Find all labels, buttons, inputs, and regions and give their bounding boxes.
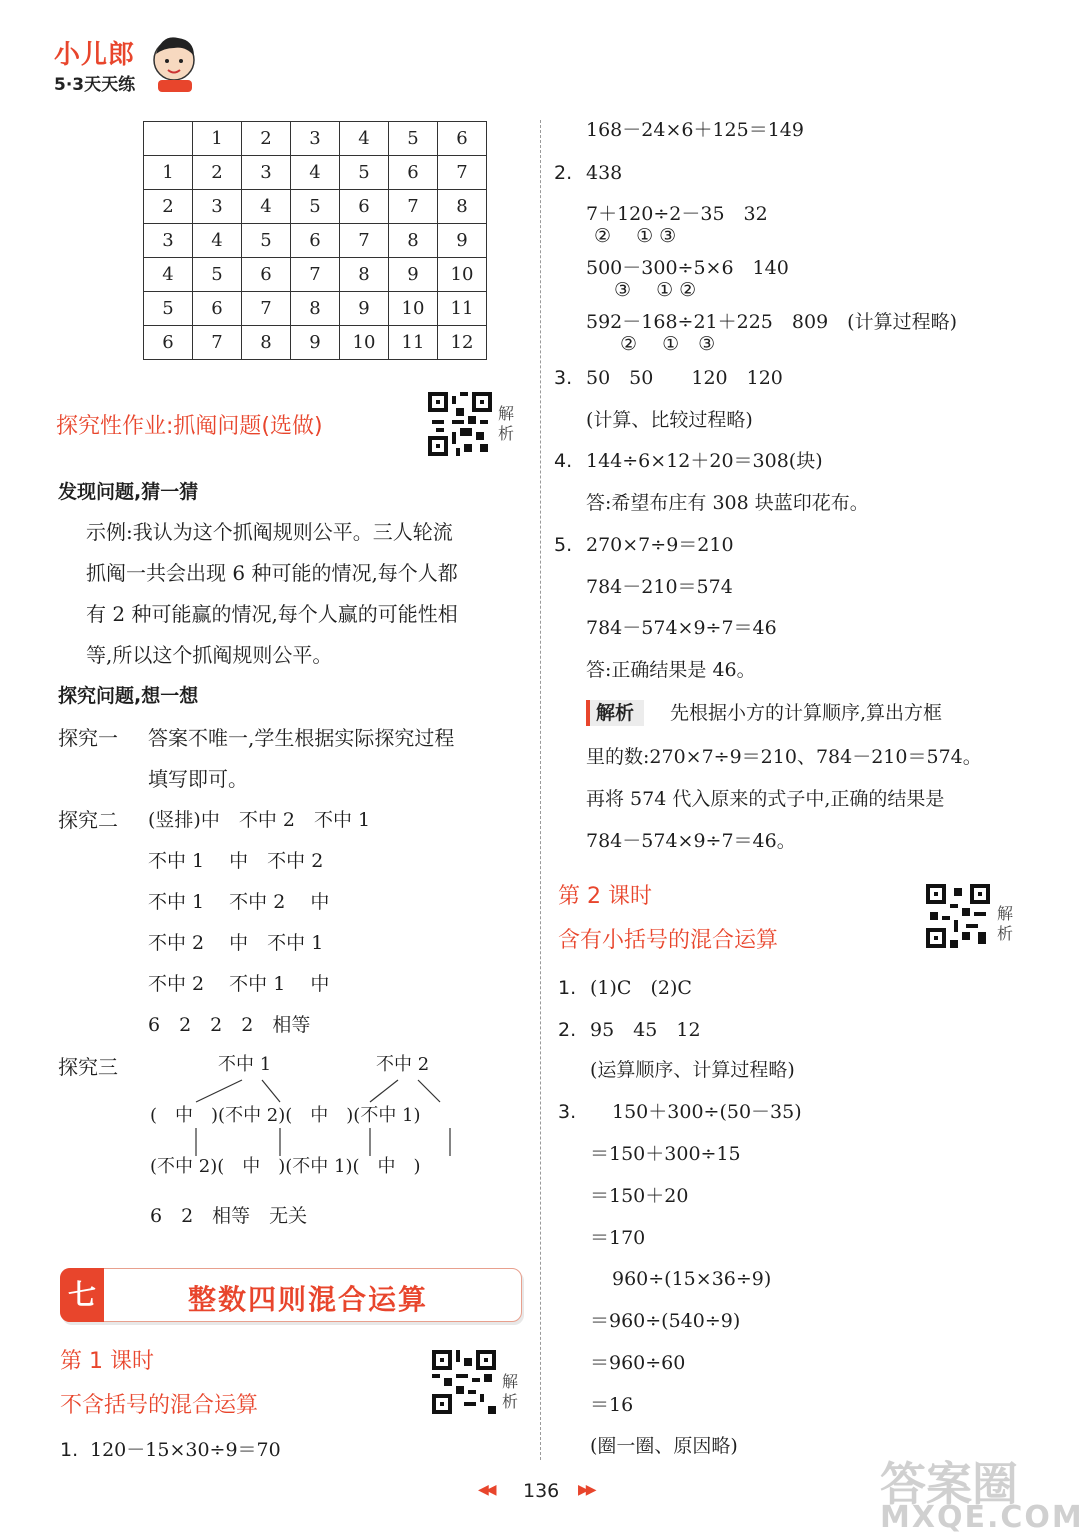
- column-divider: [540, 120, 541, 1460]
- table-cell: 7: [340, 224, 389, 258]
- qr-label: 解析: [498, 404, 515, 443]
- explore3-label: 探究三: [58, 1055, 118, 1079]
- table-cell: 4: [144, 258, 193, 292]
- question-number: 1.: [60, 1439, 79, 1461]
- table-cell: 9: [438, 224, 487, 258]
- qr-code-icon[interactable]: [926, 884, 990, 948]
- explore2-line: 不中 2 不中 1 中: [148, 973, 330, 995]
- table-cell: 5: [389, 122, 438, 156]
- table-cell: 4: [340, 122, 389, 156]
- answer-line: 7＋120÷2－35 32: [586, 203, 768, 225]
- calc-line: ＝170: [590, 1227, 646, 1249]
- calc-line: ＝960÷60: [590, 1352, 686, 1374]
- discover-line: 抓阄一共会出现 6 种可能的情况,每个人都: [86, 561, 458, 585]
- table-row: [144, 258, 487, 292]
- explore2-line: 不中 2 中 不中 1: [148, 932, 324, 954]
- answer-line: 答:希望布庄有 308 块蓝印花布。: [586, 492, 869, 514]
- table-row: [144, 292, 487, 326]
- lesson2-label: 第 2 课时: [558, 884, 652, 909]
- table-cell: 8: [242, 326, 291, 360]
- answer-line: 592－168÷21＋225 809 (计算过程略): [586, 311, 957, 333]
- lesson2-title: 含有小括号的混合运算: [558, 928, 779, 953]
- logo-title: 小儿郎: [54, 40, 136, 70]
- table-cell: 3: [291, 122, 340, 156]
- answer-line: 120－15×30÷9＝70: [90, 1439, 281, 1461]
- explore-heading: 探究问题,想一想: [58, 685, 199, 707]
- answer-line: 500－300÷5×6 140: [586, 257, 789, 279]
- answer-line: 50 50 120 120: [586, 367, 783, 389]
- answer-line: 784－210＝574: [586, 576, 733, 598]
- explore1-label: 探究一: [58, 726, 118, 750]
- table-cell: 10: [438, 258, 487, 292]
- question-number: 2.: [558, 1019, 577, 1041]
- table-header-row: [144, 122, 487, 156]
- table-cell: 4: [242, 190, 291, 224]
- table-cell: 8: [291, 292, 340, 326]
- table-cell: 9: [340, 292, 389, 326]
- tree-row-2: (不中 2)( 中 )(不中 1)( 中 ): [150, 1156, 421, 1177]
- chapter-title: 整数四则混合运算: [188, 1283, 429, 1316]
- qr-code-icon[interactable]: [432, 1350, 496, 1414]
- calc-line: ＝150＋300÷15: [590, 1143, 741, 1165]
- table-cell: 6: [438, 122, 487, 156]
- analysis-tag: 解析: [586, 700, 644, 726]
- analysis-line: 再将 574 代入原来的式子中,正确的结果是: [586, 788, 945, 810]
- answer-line: 784－574×9÷7＝46: [586, 617, 777, 639]
- table-cell: 6: [340, 190, 389, 224]
- explore2-line: 不中 1 中 不中 2: [148, 850, 324, 872]
- table-cell: 7: [389, 190, 438, 224]
- answer-line: 95 45 12: [590, 1019, 701, 1041]
- calc-line: ＝960÷(540÷9): [590, 1310, 741, 1332]
- table-cell: 3: [193, 190, 242, 224]
- table-cell: 7: [291, 258, 340, 292]
- table-cell: 6: [389, 156, 438, 190]
- table-cell: 2: [144, 190, 193, 224]
- question-number: 3.: [558, 1101, 577, 1123]
- tree-root-left: 不中 1: [218, 1054, 272, 1075]
- calc-line: ＝16: [590, 1394, 634, 1416]
- analysis-line: 784－574×9÷7＝46。: [586, 830, 796, 852]
- calc-line: (圈一圈、原因略): [590, 1435, 738, 1457]
- page-number: 136: [523, 1480, 560, 1502]
- table-row: [144, 156, 487, 190]
- answer-line: 144÷6×12＋20＝308(块): [586, 450, 823, 472]
- order-marks: ② ① ③: [594, 225, 677, 247]
- table-cell: 6: [242, 258, 291, 292]
- table-cell: 5: [144, 292, 193, 326]
- table-cell: 9: [389, 258, 438, 292]
- table-cell: 3: [242, 156, 291, 190]
- table-cell: 12: [438, 326, 487, 360]
- table-cell: 6: [193, 292, 242, 326]
- answer-line: 438: [586, 162, 623, 184]
- order-marks: ② ① ③: [620, 333, 716, 355]
- table-cell: 10: [389, 292, 438, 326]
- table-cell: [144, 122, 193, 156]
- answer-line: (计算、比较过程略): [586, 409, 753, 431]
- answer-line: 168－24×6＋125＝149: [586, 119, 804, 141]
- discover-heading: 发现问题,猜一猜: [58, 481, 199, 503]
- table-cell: 2: [242, 122, 291, 156]
- explore2-line: 不中 1 不中 2 中: [148, 891, 330, 913]
- calc-line: ＝150＋20: [590, 1185, 689, 1207]
- table-cell: 3: [144, 224, 193, 258]
- explore1-line: 填写即可。: [148, 767, 248, 791]
- qr-label: 解析: [502, 1372, 519, 1411]
- calc-line: 960÷(15×36÷9): [612, 1268, 772, 1290]
- table-cell: 7: [242, 292, 291, 326]
- table-cell: 2: [193, 156, 242, 190]
- question-number: 2.: [554, 162, 573, 184]
- table-cell: 4: [193, 224, 242, 258]
- question-number: 4.: [554, 450, 573, 472]
- lesson1-label: 第 1 课时: [60, 1349, 154, 1374]
- logo-subtitle: 5·3天天练: [54, 75, 136, 95]
- question-number: 1.: [558, 977, 577, 999]
- chapter-number: 七: [60, 1268, 104, 1322]
- table-cell: 8: [340, 258, 389, 292]
- question-number: 3.: [554, 367, 573, 389]
- question-number: 5.: [554, 534, 573, 556]
- next-page-icon[interactable]: ▶▶: [578, 1482, 594, 1498]
- table-cell: 7: [438, 156, 487, 190]
- section-title: 探究性作业:抓阄问题(选做): [56, 414, 323, 439]
- table-cell: 5: [340, 156, 389, 190]
- table-row: [144, 224, 487, 258]
- answer-line: 270×7÷9＝210: [586, 534, 734, 556]
- table-cell: 7: [193, 326, 242, 360]
- explore2-label: 探究二: [58, 808, 118, 832]
- analysis-line: 先根据小方的计算顺序,算出方框: [670, 702, 943, 724]
- discover-line: 等,所以这个抓阄规则公平。: [86, 643, 333, 667]
- prev-page-icon[interactable]: ◀◀: [478, 1482, 494, 1498]
- table-cell: 6: [144, 326, 193, 360]
- calc-line: 150＋300÷(50－35): [612, 1101, 802, 1123]
- watermark-url: MXQE.COM: [880, 1500, 1084, 1535]
- answer-line: (1)C (2)C: [590, 977, 692, 999]
- tree-root-right: 不中 2: [376, 1054, 430, 1075]
- table-cell: 1: [144, 156, 193, 190]
- discover-line: 示例:我认为这个抓阄规则公平。三人轮流: [86, 520, 453, 544]
- analysis-line: 里的数:270×7÷9＝210、784－210＝574。: [586, 746, 982, 768]
- table-cell: 5: [242, 224, 291, 258]
- watermark: 答案圈: [880, 1457, 1018, 1511]
- table-cell: 4: [291, 156, 340, 190]
- table-row: [144, 326, 487, 360]
- addition-table: [143, 121, 487, 360]
- table-cell: 11: [438, 292, 487, 326]
- table-cell: 6: [291, 224, 340, 258]
- explore2-line: 6 2 2 2 相等: [148, 1014, 311, 1036]
- explore3-answer: 6 2 相等 无关: [150, 1205, 308, 1227]
- qr-label: 解析: [997, 904, 1014, 943]
- table-cell: 10: [340, 326, 389, 360]
- lesson1-title: 不含括号的混合运算: [60, 1393, 259, 1418]
- table-cell: 8: [389, 224, 438, 258]
- table-cell: 11: [389, 326, 438, 360]
- table-row: [144, 190, 487, 224]
- tree-row-1: ( 中 )(不中 2)( 中 )(不中 1): [150, 1105, 421, 1126]
- order-marks: ③ ① ②: [614, 279, 697, 301]
- answer-line: (运算顺序、计算过程略): [590, 1059, 795, 1081]
- explore1-line: 答案不唯一,学生根据实际探究过程: [148, 726, 455, 750]
- mascot-icon: [148, 30, 200, 94]
- table-cell: 5: [291, 190, 340, 224]
- answer-line: 答:正确结果是 46。: [586, 659, 756, 681]
- discover-line: 有 2 种可能赢的情况,每个人赢的可能性相: [86, 602, 458, 626]
- table-cell: 5: [193, 258, 242, 292]
- table-cell: 8: [438, 190, 487, 224]
- qr-code-icon[interactable]: [428, 392, 492, 456]
- explore2-line: (竖排)中 不中 2 不中 1: [148, 809, 371, 831]
- table-cell: 1: [193, 122, 242, 156]
- table-cell: 9: [291, 326, 340, 360]
